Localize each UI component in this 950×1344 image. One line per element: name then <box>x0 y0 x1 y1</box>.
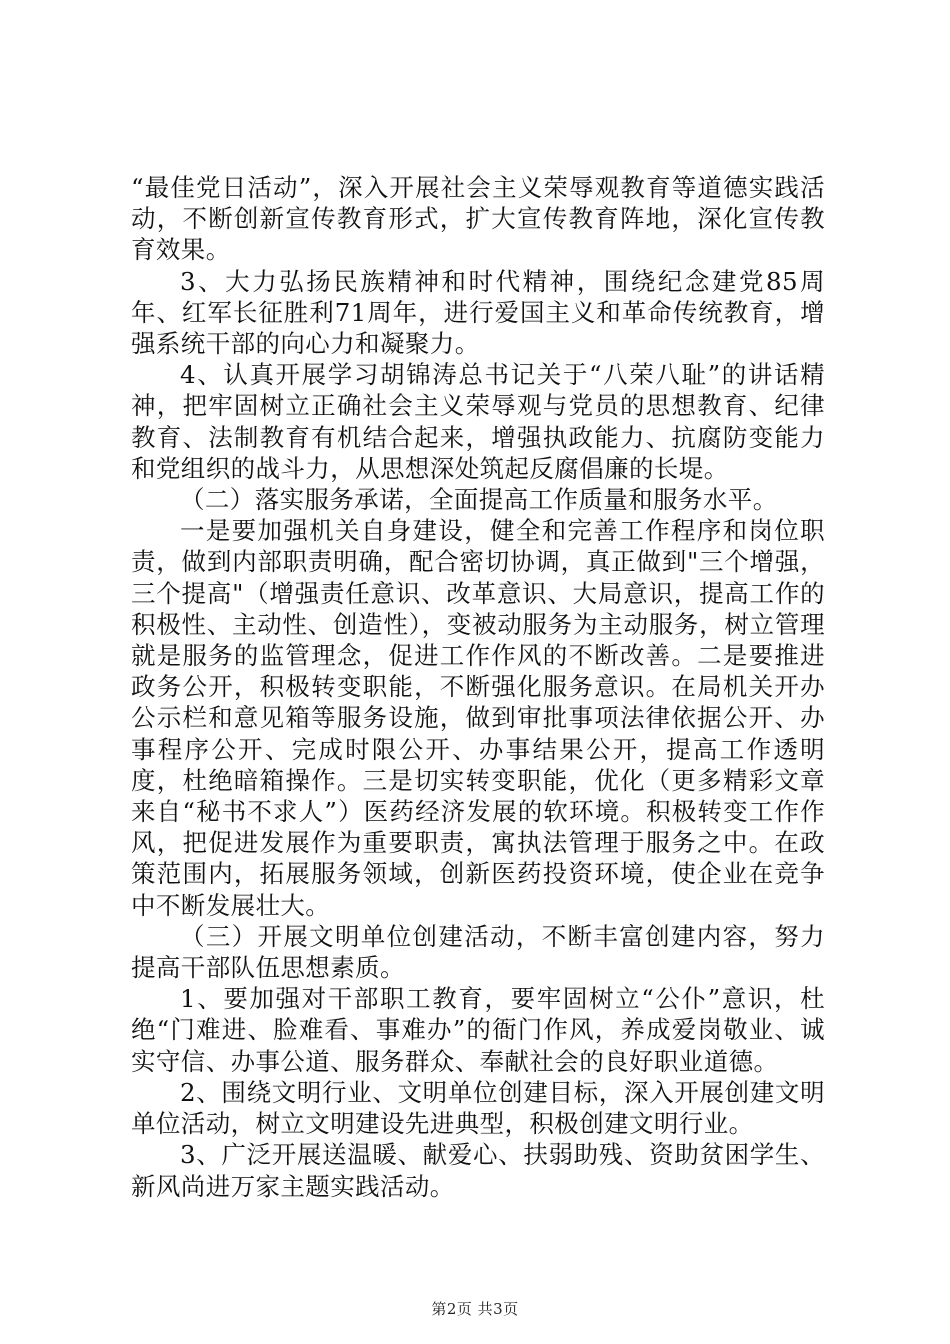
paragraph-item-3: 3、大力弘扬民族精神和时代精神，围绕纪念建党85周年、红军长征胜利71周年，进行爱国主义和革命传统教育，增强系统干部的向心力和凝聚力。 <box>131 266 825 359</box>
section-heading-2: （二）落实服务承诺，全面提高工作质量和服务水平。 <box>180 485 778 515</box>
section-heading-3: （三）开展文明单位创建活动，不断丰富创建内容，努力提高干部队伍思想素质。 <box>131 921 825 983</box>
paragraph-item-3b: 3、广泛开展送温暖、献爱心、扶弱助残、资助贫困学生、新风尚进万家主题实践活动。 <box>131 1140 825 1201</box>
paragraph-continuation: “最佳党日活动”，深入开展社会主义荣辱观教育等道德实践活动，不断创新宣传教育形式，扩大宣传教育阵地，深化宣传教育效果。 <box>131 173 825 265</box>
paragraph-service: 一是要加强机关自身建设，健全和完善工作程序和岗位职责，做到内部职责明确，配合密切协调，真正做到"三个增强，三个提高"（增强责任意识、改革意识、大局意识，提高工作的积极性、主动性、创造性），变被动服务为主动服务，树立管理就是服务的监管理念，促进工作作风的不断改善。二是要推进政务公开，积极转变职能，不断强化服务意识。在局机关开办公示栏和意见箱等服务设施，做到审批事项法律依据公开、办事程序公开、完成时限公开、办事结果公开，提高工作透明度，杜绝暗箱操作。三是切实转变职能，优化（更多精彩文章来自“秘书不求人”）医药经济发展的软环境。积极转变工作作风，把促进发展作为重要职责，寓执法管理于服务之中。在政策范围内，拓展服务领域，创新医药投资环境，使企业在竞争中不断发展壮大。 <box>131 516 825 920</box>
document-body <box>131 172 825 1202</box>
page-footer: 第2页 共3页 <box>431 1300 519 1318</box>
paragraph-item-4: 4、认真开展学习胡锦涛总书记关于“八荣八耻”的讲话精神，把牢固树立正确社会主义荣辱观与党员的思想教育、纪律教育、法制教育有机结合起来，增强执政能力、抗腐防变能力和党组织的战斗力，从思想深处筑起反腐倡廉的长堤。 <box>131 360 825 483</box>
paragraph-item-2: 2、围绕文明行业、文明单位创建目标，深入开展创建文明单位活动，树立文明建设先进典型，积极创建文明行业。 <box>131 1077 825 1139</box>
paragraph-item-1: 1、要加强对干部职工教育，要牢固树立“公仆”意识，杜绝“门难进、脸难看、事难办”的衙门作风，养成爱岗敬业、诚实守信、办事公道、服务群众、奉献社会的良好职业道德。 <box>131 984 825 1076</box>
